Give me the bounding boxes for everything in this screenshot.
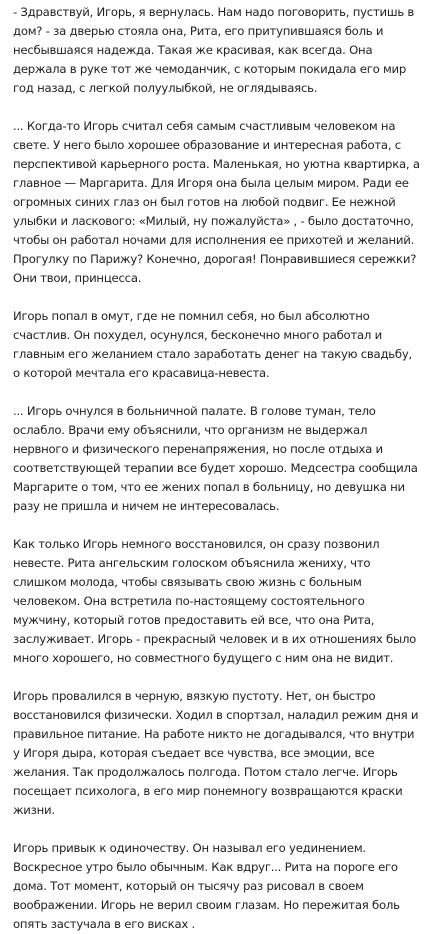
paragraph-5: Как только Игорь немного восстановился, он сразу позвонил невесте. Рита ангельским голоском объяснила жениху, что слишком молода, чтобы связывать свою жизнь с больным человеком. Она встретила по-настоящему состоятельного мужчину, который готов предоставить ей все, что она Рита, заслуживает. Игорь - прекрасный человек и в их отношениях было много хорошего, но совместного будущего с ним она не видит. [13, 537, 417, 665]
paragraph-7: Игорь привык к одиночеству. Он называл его уединением. Воскресное утро было обычным. Как вдруг... Рита на пороге его дома. Тот момент, который он тысячу раз рисовал в своем воображении. Игорь не верил своим глазам. Но пережитая боль опять застучала в его висках . [13, 841, 400, 931]
paragraph-6: Игорь провалился в черную, вязкую пустоту. Нет, он быстро восстановился физически. Ходил в спортзал, наладил режим дня и правильное питание. На работе никто не догадывался, что внутри у Игоря дыра, которая съедает все чувства, все эмоции, все желания. Так продолжалось полгода. Потом стало легче. Игорь посещает психолога, в его мир понемногу возвращаются краски жизни. [13, 689, 419, 817]
paragraph-1: - Здравствуй, Игорь, я вернулась. Нам надо поговорить, пустишь в дом? - за дверью стояла она, Рита, его притупившаяся боль и несбывшаяся надежда. Такая же красивая, как всегда. Она держала в руке тот же чемоданчик, с которым покидала его мир год назад, с легкой полуулыбкой, не оглядываясь. [13, 5, 415, 95]
paragraph-3: Игорь попал в омут, где не помнил себя, но был абсолютно счастлив. Он похудел, осунулся, бесконечно много работал и главным его желанием стало заработать денег на такую свадьбу, о которой мечтала его красавица-невеста. [13, 309, 413, 380]
paragraph-2: ... Когда-то Игорь считал себя самым счастливым человеком на свете. У него было хорошее образование и интересная работа, с перспективой карьерного роста. Маленькая, но уютна квартирка, а главное — Маргарита. Для Игоря она была целым миром. Ради ее огромных синих глаз он был готов на любой подвиг. Ее нежной улыбки и ласкового: «Милый, ну пожалуйста» , - было достаточно, чтобы он работал ночами для исполнения ее прихотей и желаний. Прогулку по Парижу? Конечно, дорогая! Понравившиеся сережки? Они твои, принцесса. [13, 119, 420, 285]
paragraph-4: ... Игорь очнулся в больничной палате. В голове туман, тело ослабло. Врачи ему объяснили, что организм не выдержал нервного и физического перенапряжения, но после отдыха и соответствующей терапии все будет хорошо. Медсестра сообщила Маргарите о том, что ее жених попал в больницу, но девушка ни разу не пришла и ничем не интересовалась. [13, 404, 418, 513]
